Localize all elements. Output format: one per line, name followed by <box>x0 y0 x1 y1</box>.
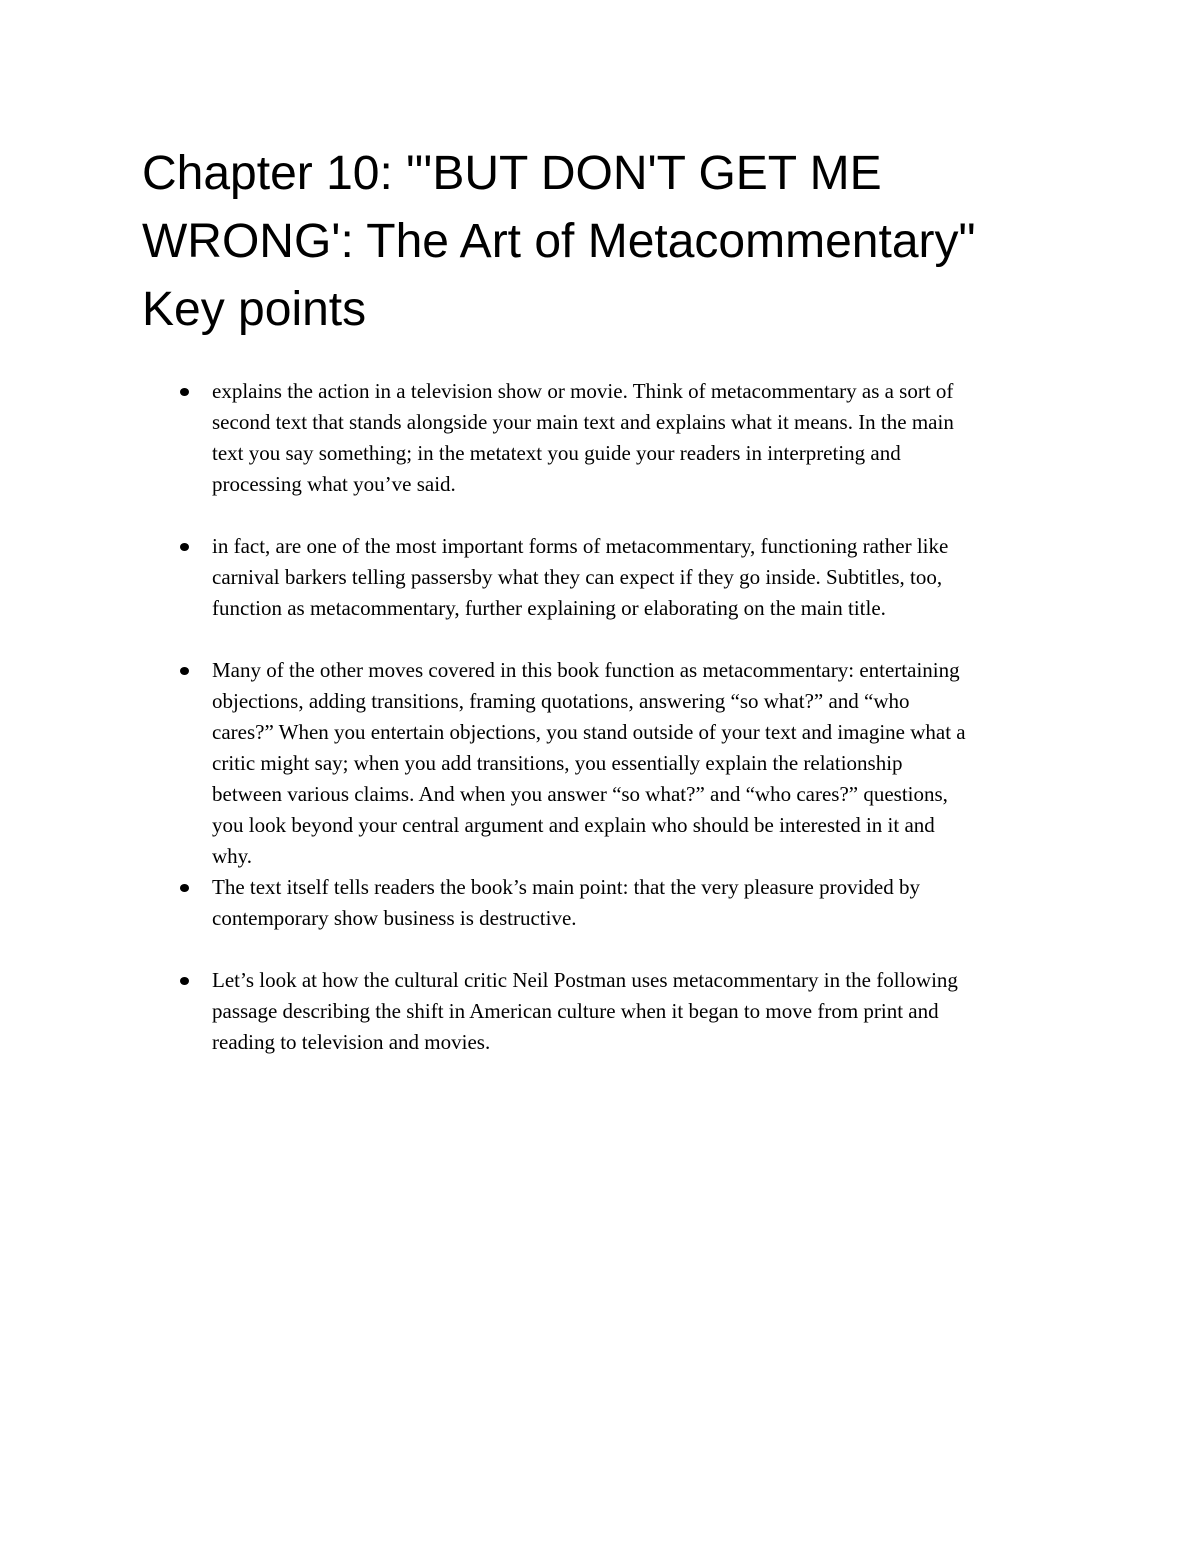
list-item-line: second text that stands alongside your main text and explains what it means. In the main <box>212 410 954 434</box>
title-line: WRONG': The Art of Metacommentary" <box>142 215 976 268</box>
list-item-line: why. <box>212 844 253 868</box>
list-item-line: critic might say; when you add transitions, you essentially explain the relationship <box>212 751 903 775</box>
bullet-icon <box>180 543 189 551</box>
bullet-icon <box>180 977 189 985</box>
list-item-line: explains the action in a television show or movie. Think of metacommentary as a sort of <box>212 379 954 403</box>
list-item-line: The text itself tells readers the book’s main point: that the very pleasure provided by <box>212 875 920 899</box>
page-title <box>142 140 1072 344</box>
list-item-line: text you say something; in the metatext you guide your readers in interpreting and <box>212 441 901 465</box>
bullet-icon <box>180 884 189 892</box>
key-points-list <box>172 376 1072 1058</box>
list-item-line: objections, adding transitions, framing quotations, answering “so what?” and “who <box>212 689 910 713</box>
list-item-line: carnival barkers telling passersby what they can expect if they go inside. Subtitles, too, <box>212 565 943 589</box>
list-item <box>172 872 1072 934</box>
bullet-icon <box>180 667 189 675</box>
list-item-line: between various claims. And when you answer “so what?” and “who cares?” questions, <box>212 782 948 806</box>
list-item <box>172 655 1072 872</box>
list-item-line: function as metacommentary, further explaining or elaborating on the main title. <box>212 596 886 620</box>
list-item-line: you look beyond your central argument and explain who should be interested in it and <box>212 813 935 837</box>
list-item-line: reading to television and movies. <box>212 1030 491 1054</box>
list-item <box>172 531 1072 624</box>
list-item-line: contemporary show business is destructive. <box>212 906 577 930</box>
list-item-line: passage describing the shift in American culture when it began to move from print and <box>212 999 939 1023</box>
list-item-line: in fact, are one of the most important forms of metacommentary, functioning rather like <box>212 534 949 558</box>
list-item <box>172 965 1072 1058</box>
title-line: Chapter 10: "'BUT DON'T GET ME <box>142 147 882 200</box>
list-item-line: Many of the other moves covered in this book function as metacommentary: entertaining <box>212 658 960 682</box>
list-item-line: Let’s look at how the cultural critic Neil Postman uses metacommentary in the following <box>212 968 958 992</box>
bullet-icon <box>180 388 189 396</box>
title-line: Key points <box>142 283 367 336</box>
list-item-line: processing what you’ve said. <box>212 472 456 496</box>
list-item <box>172 376 1072 500</box>
list-item-line: cares?” When you entertain objections, you stand outside of your text and imagine what a <box>212 720 966 744</box>
